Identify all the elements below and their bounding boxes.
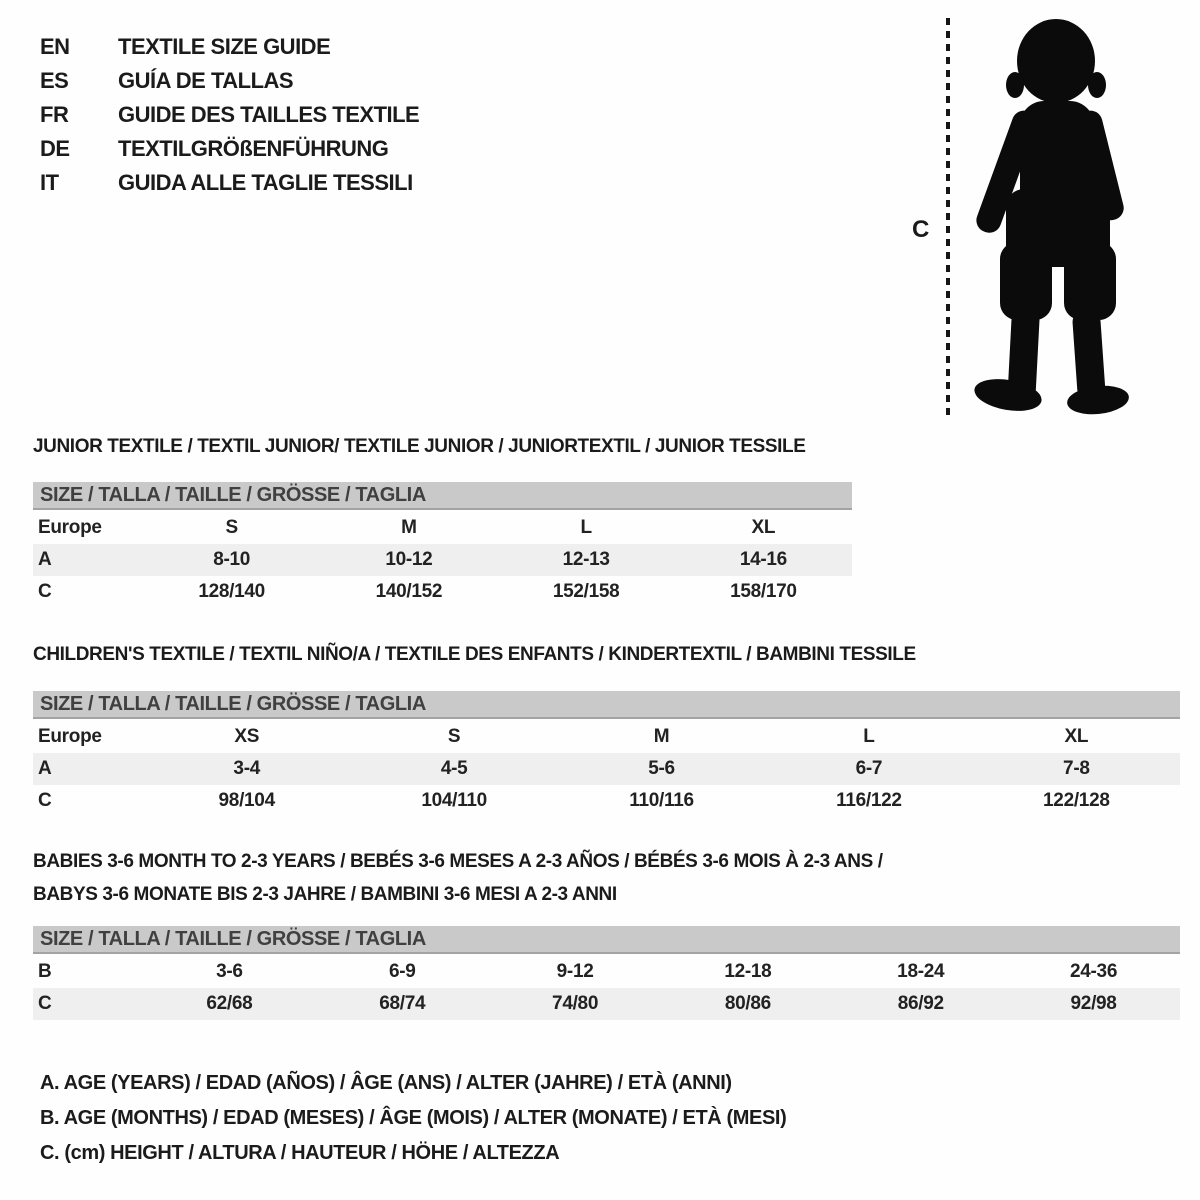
table-cell: 6-7 (855, 758, 883, 779)
table-cell: 7-8 (1063, 758, 1090, 779)
table-cell: 3-6 (216, 961, 243, 982)
table-cell: 98/104 (218, 790, 275, 811)
table-row (33, 544, 852, 576)
table-cell: 128/140 (198, 581, 265, 602)
table-cell: L (580, 517, 592, 538)
table-cell: 8-10 (213, 549, 251, 570)
table-cell: 122/128 (1043, 790, 1110, 811)
language-title: TEXTILGRÖßENFÜHRUNG (118, 136, 389, 161)
section-title-line: BABIES 3-6 MONTH TO 2-3 YEARS / BEBÉS 3-6 MESES A 2-3 AÑOS / BÉBÉS 3-6 MOIS À 2-3 ANS / (33, 851, 883, 872)
table-cell: 10-12 (385, 549, 433, 570)
size-header-bar: SIZE / TALLA / TAILLE / GRÖSSE / TAGLIA (33, 926, 1180, 954)
table-cell: 24-36 (1070, 961, 1118, 982)
table-cell: 18-24 (897, 961, 945, 982)
table-cell: 86/92 (897, 993, 944, 1014)
language-row (40, 30, 419, 64)
language-row (40, 64, 419, 98)
language-title: TEXTILE SIZE GUIDE (118, 34, 331, 59)
section-title-line: BABYS 3-6 MONATE BIS 2-3 JAHRE / BAMBINI 3-6 MESI A 2-3 ANNI (33, 884, 617, 905)
language-code: FR (40, 102, 69, 127)
table-row (33, 988, 1180, 1020)
row-label: C (38, 790, 52, 811)
language-code: EN (40, 34, 70, 59)
row-label: B (38, 961, 52, 982)
section-title-line: JUNIOR TEXTILE / TEXTIL JUNIOR/ TEXTILE JUNIOR / JUNIORTEXTIL / JUNIOR TESSILE (33, 436, 806, 457)
table-cell: 140/152 (375, 581, 443, 602)
table-cell: 68/74 (379, 993, 426, 1014)
section-title-line: CHILDREN'S TEXTILE / TEXTIL NIÑO/A / TEXTILE DES ENFANTS / KINDERTEXTIL / BAMBINI TESSILE (33, 644, 916, 665)
section-title (33, 845, 1180, 911)
toddler-silhouette-icon (968, 17, 1134, 417)
table-row (33, 512, 852, 544)
language-row (40, 98, 419, 132)
language-title: GUÍA DE TALLAS (118, 68, 294, 93)
height-measure-line (946, 18, 950, 416)
table-cell: 4-5 (440, 758, 468, 779)
table-cell: 6-9 (388, 961, 416, 982)
table-cell: 74/80 (552, 993, 599, 1014)
row-label: Europe (38, 726, 102, 747)
table-cell: 62/68 (206, 993, 253, 1014)
legend-line: A. AGE (YEARS) / EDAD (AÑOS) / ÂGE (ANS) / ALTER (JAHRE) / ETÀ (ANNI) (40, 1072, 732, 1094)
table-cell: 14-16 (739, 549, 787, 570)
language-code: ES (40, 68, 69, 93)
table-cell: S (225, 517, 238, 538)
table-cell: 92/98 (1070, 993, 1117, 1014)
row-label: A (38, 758, 52, 779)
section-title (33, 638, 1180, 671)
size-header-bar: SIZE / TALLA / TAILLE / GRÖSSE / TAGLIA (33, 482, 852, 510)
height-measure-label: C (912, 216, 930, 243)
table-row (33, 721, 1180, 753)
table-cell: 116/122 (836, 790, 902, 811)
legend (40, 1066, 786, 1171)
language-code: DE (40, 136, 70, 161)
table-cell: M (653, 726, 670, 747)
language-row (40, 166, 419, 200)
table-cell: XS (234, 726, 260, 747)
table-cell: 3-4 (233, 758, 260, 779)
table-cell: 12-18 (724, 961, 772, 982)
table-row (33, 753, 1180, 785)
table-row (33, 956, 1180, 988)
table-cell: M (401, 517, 417, 538)
row-label: Europe (38, 517, 102, 538)
table-row (33, 576, 852, 608)
table-cell: 104/110 (421, 790, 487, 811)
size-table (33, 956, 1180, 1020)
language-row (40, 132, 419, 166)
table-cell: S (447, 726, 461, 747)
table-cell: XL (751, 517, 776, 538)
language-title: GUIDA ALLE TAGLIE TESSILI (118, 170, 413, 195)
table-row (33, 785, 1180, 817)
language-code: IT (40, 170, 59, 195)
row-label: C (38, 581, 52, 602)
row-label: C (38, 993, 52, 1014)
table-cell: 9-12 (556, 961, 594, 982)
language-title: GUIDE DES TAILLES TEXTILE (118, 102, 420, 127)
size-header-bar: SIZE / TALLA / TAILLE / GRÖSSE / TAGLIA (33, 691, 1180, 719)
legend-line: C. (cm) HEIGHT / ALTURA / HAUTEUR / HÖHE / ALTEZZA (40, 1142, 560, 1164)
table-cell: L (863, 726, 875, 747)
table-cell: 80/86 (724, 993, 771, 1014)
row-label: A (38, 549, 52, 570)
table-cell: 5-6 (648, 758, 675, 779)
table-cell: 12-13 (562, 549, 610, 570)
table-cell: 158/170 (730, 581, 797, 602)
size-table (33, 512, 852, 608)
table-cell: 152/158 (552, 581, 620, 602)
section-title (33, 430, 852, 463)
legend-line: B. AGE (MONTHS) / EDAD (MESES) / ÂGE (MOIS) / ALTER (MONATE) / ETÀ (MESI) (40, 1107, 787, 1129)
size-table (33, 721, 1180, 817)
language-list (40, 30, 419, 200)
table-cell: XL (1064, 726, 1089, 747)
table-cell: 110/116 (629, 790, 694, 811)
